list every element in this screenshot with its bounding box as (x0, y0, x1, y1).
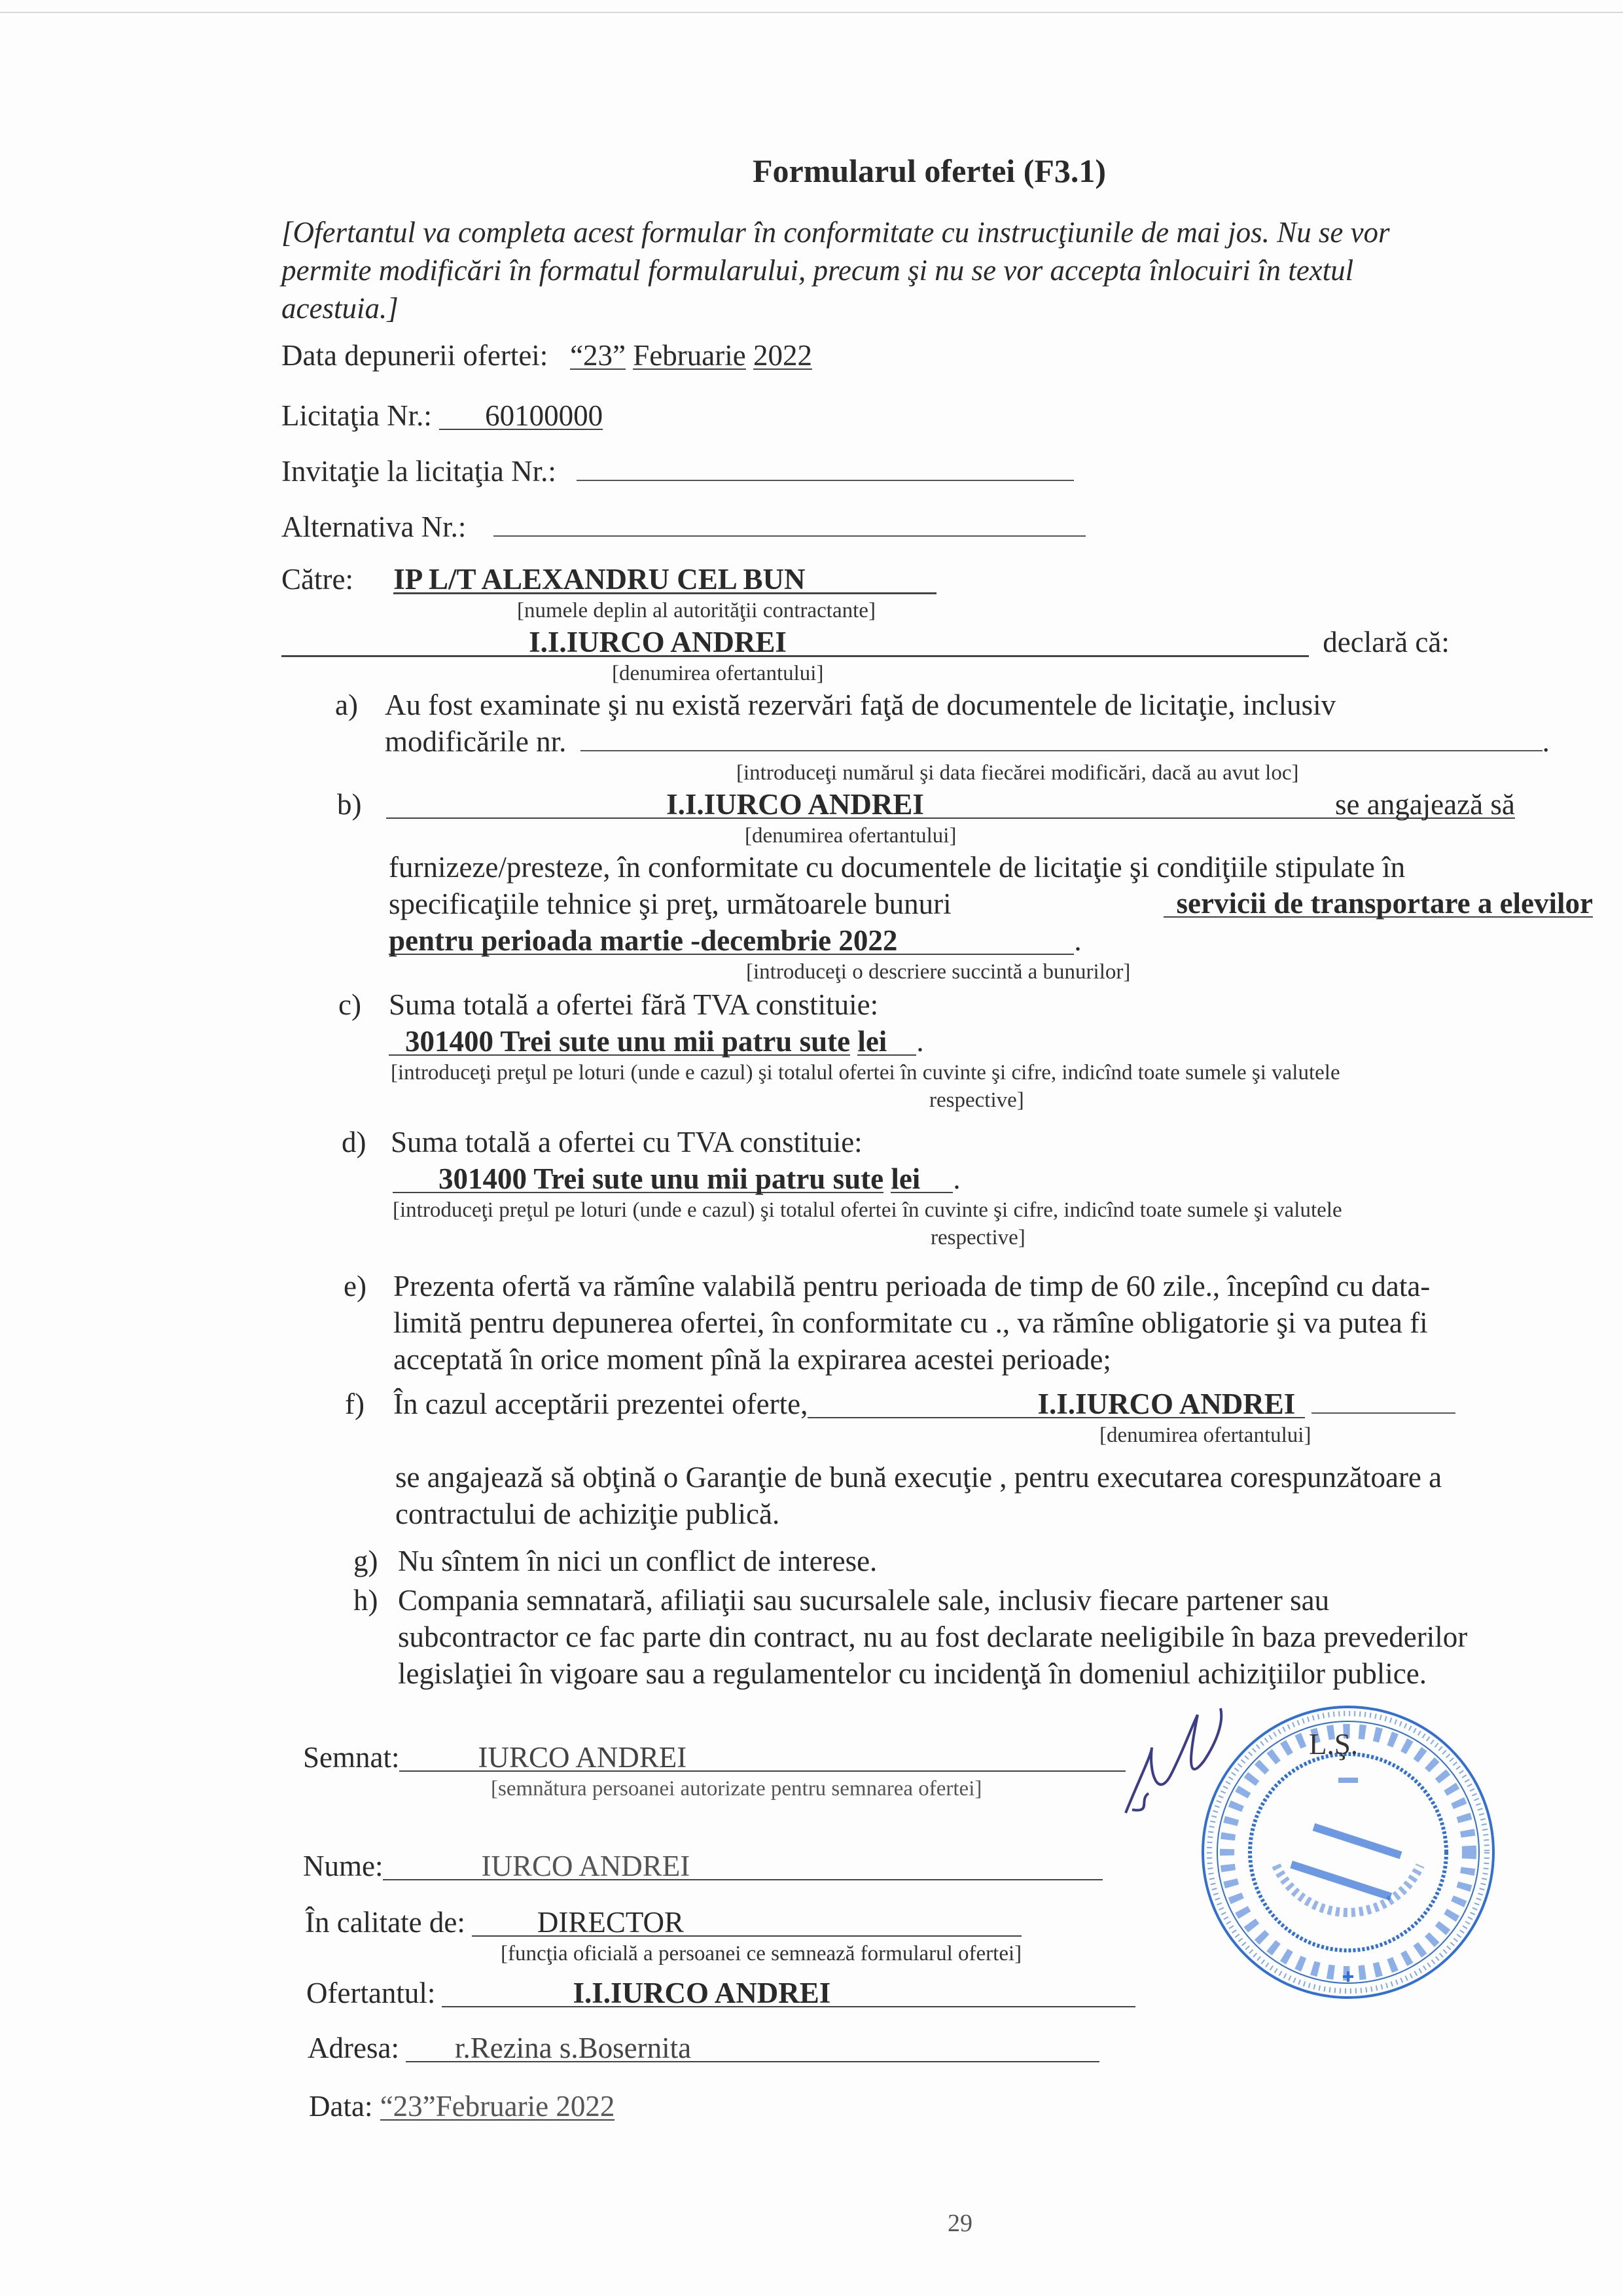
goods-description-1: servicii de transportare a elevilor (1164, 890, 1593, 918)
item-h-line-1: Compania semnatară, afiliaţii sau sucursalele sale, inclusiv fiecare partener sau (398, 1584, 1330, 1617)
item-f-bidder: I.I.IURCO ANDREI (808, 1391, 1305, 1418)
bidder-row (306, 1977, 1135, 2009)
tender-number: 60100000 (439, 403, 603, 430)
item-a-line-2 (385, 725, 1550, 758)
capacity-caption: [funcţia oficială a persoanei ce semnează formularul ofertei] (501, 1942, 1022, 1965)
item-a-line-1: Au fost examinate şi nu există rezervări faţă de documentele de licitaţie, inclusiv (385, 689, 1336, 721)
item-c-caption: [introduceţi preţul pe loturi (unde e cazul) şi totalul ofertei în cuvinte şi cifre, indicînd toate sumele şi valutele (391, 1061, 1340, 1085)
total-with-vat: 301400 Trei sute unu mii patru sute (393, 1166, 883, 1193)
item-a-text: modificările nr. (385, 725, 567, 758)
item-d-end: . (953, 1162, 961, 1195)
capacity-row (305, 1906, 1022, 1939)
item-e-marker: e) (344, 1270, 366, 1302)
item-h-marker: h) (353, 1584, 378, 1617)
bidder-caption: [denumirea ofertantului] (612, 662, 824, 685)
item-b-caption-1: [denumirea ofertantului] (745, 824, 957, 848)
item-d-caption: [introduceţi preţul pe loturi (unde e cazul) şi totalul ofertei în cuvinte şi cifre, indicînd toate sumele şi valutele (393, 1198, 1342, 1222)
ls-mark: L.Ş. (1309, 1728, 1359, 1761)
item-g-line-1: Nu sîntem în nici un conflict de interese. (398, 1545, 878, 1577)
item-f-line-2: se angajează să obţină o Garanţie de bună execuţie , pentru executarea corespunzătoare a (395, 1461, 1442, 1494)
bidder-declaration-row (281, 626, 1450, 658)
item-b-caption-2: [introduceţi o descriere succintă a bunurilor] (746, 960, 1131, 984)
item-c-line-1: Suma totală a ofertei fără TVA constituie: (389, 988, 879, 1021)
submission-year: 2022 (753, 339, 812, 372)
signed-caption: [semnătura persoanei autorizate pentru semnarea ofertei] (491, 1777, 982, 1801)
item-e-line-1: Prezenta ofertă va rămîne valabilă pentru perioada de timp de 60 zile., începînd cu data- (393, 1270, 1431, 1302)
item-a-caption: [introduceţi numărul şi data fiecărei modificări, dacă au avut loc] (736, 761, 1299, 785)
goods-description-2: pentru perioada martie -decembrie 2022 (389, 927, 1074, 955)
item-f-fill (1311, 1390, 1455, 1414)
scan-edge (0, 12, 1623, 13)
item-a-marker: a) (335, 689, 358, 721)
date-label: Data: (309, 2090, 373, 2123)
address-value: r.Rezina s.Bosernita (406, 2035, 1099, 2062)
item-b-text: specificaţiile tehnice şi preţ, următoarele bunuri (389, 888, 952, 920)
name-row (303, 1850, 1103, 1882)
item-b-line-bidder (386, 788, 1515, 821)
item-d-line-1: Suma totală a ofertei cu TVA constituie: (391, 1126, 863, 1158)
item-b-line-1: furnizeze/presteze, în conformitate cu documentele de licitaţie şi condiţiile stipulate în (389, 851, 1406, 884)
item-f-text: În cazul acceptării prezentei oferte, (393, 1388, 808, 1420)
bidder-name: I.I.IURCO ANDREI (281, 629, 1309, 657)
date-row (309, 2090, 615, 2123)
signed-row (303, 1741, 1126, 1774)
page-number: 29 (948, 2210, 972, 2237)
item-b-end: . (1074, 924, 1082, 957)
invitation-row (281, 455, 1074, 488)
item-b-marker: b) (337, 788, 362, 821)
invitation-number-field (577, 457, 1074, 481)
declaration-suffix: declară că: (1323, 626, 1450, 658)
address-row (308, 2032, 1099, 2064)
item-f-caption: [denumirea ofertantului] (1099, 1424, 1311, 1447)
item-d-value-row (393, 1162, 961, 1195)
tender-number-row (281, 399, 603, 432)
alternative-row (281, 511, 1086, 543)
item-c-end: . (916, 1025, 924, 1058)
item-b-bidder: I.I.IURCO ANDREI (386, 791, 1335, 819)
alternative-number-field (493, 513, 1086, 537)
item-d-marker: d) (342, 1126, 366, 1158)
item-h-line-2: subcontractor ce fac parte din contract, nu au fost declarate neeligibile în baza prevederilor (398, 1621, 1468, 1653)
address-label: Adresa: (308, 2032, 399, 2064)
total-without-vat: 301400 Trei sute unu mii patru sute (389, 1028, 850, 1056)
item-a-end: . (1542, 725, 1550, 758)
signed-label: Semnat: (303, 1741, 400, 1774)
signer-capacity: DIRECTOR (472, 1909, 1022, 1937)
recipient-row (281, 563, 936, 596)
item-c-value-row (389, 1025, 924, 1058)
recipient-name: IP L/T ALEXANDRU CEL BUN (393, 566, 936, 594)
submission-month: Februarie (633, 339, 746, 372)
signer-name: IURCO ANDREI (383, 1853, 1103, 1880)
item-e-line-2: limită pentru depunerea ofertei, în conformitate cu ., va rămîne obligatorie şi va putea fi (393, 1306, 1428, 1339)
modifications-field (580, 728, 1543, 751)
document-title: Formularul ofertei (F3.1) (752, 152, 1107, 189)
signed-name: IURCO ANDREI (399, 1744, 1126, 1772)
recipient-label: Către: (281, 563, 353, 596)
bidder-label: Ofertantul: (306, 1977, 436, 2009)
item-e-line-3: acceptată în orice moment pînă la expirarea acestei perioade; (393, 1343, 1111, 1376)
invitation-label: Invitaţie la licitaţia Nr.: (281, 455, 556, 488)
item-f-marker: f) (345, 1388, 365, 1420)
item-c-marker: c) (338, 988, 361, 1021)
submission-day: “23” (570, 339, 626, 372)
total-without-vat-currency: lei (857, 1028, 916, 1056)
item-f-line-3: contractului de achiziţie publică. (395, 1498, 780, 1530)
item-h-line-3: legislaţiei în vigoare sau a regulamentelor cu incidenţă în domeniul achiziţiilor publice. (398, 1657, 1427, 1690)
item-b-suffix: se angajează să (1335, 788, 1515, 821)
instructions-line-2: permite modificări în formatul formularului, precum şi nu se vor accepta înlocuiri în textul (281, 254, 1354, 287)
capacity-label: În calitate de: (305, 1906, 465, 1939)
alternative-label: Alternativa Nr.: (281, 511, 467, 543)
total-with-vat-currency: lei (891, 1166, 953, 1193)
instructions-line-1: [Ofertantul va completa acest formular în conformitate cu instrucţiunile de mai jos. Nu se vor (281, 216, 1390, 249)
tender-label: Licitaţia Nr.: (281, 399, 432, 432)
date-value: “23”Februarie 2022 (380, 2090, 615, 2123)
submission-date-row (281, 339, 812, 372)
instructions-line-3: acestuia.] (281, 292, 399, 325)
item-g-marker: g) (353, 1545, 378, 1577)
item-c-caption-2: respective] (929, 1088, 1024, 1112)
submission-date-label: Data depunerii ofertei: (281, 339, 548, 372)
item-d-caption-2: respective] (931, 1226, 1026, 1249)
item-b-line-3 (389, 924, 1082, 957)
name-label: Nume: (303, 1850, 383, 1882)
item-b-line-2 (389, 888, 1593, 920)
item-f-line-1 (393, 1388, 1455, 1420)
recipient-caption: [numele deplin al autorităţii contractante] (517, 599, 876, 622)
bidder-value: I.I.IURCO ANDREI (442, 1980, 1135, 2007)
